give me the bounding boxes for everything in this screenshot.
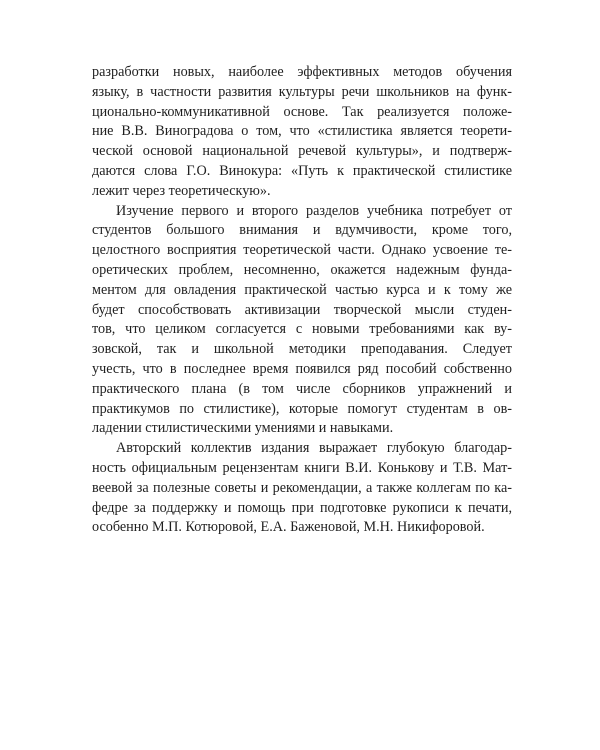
body-text: [92, 63, 512, 538]
text-line: целостного восприятия теоретической части. Однако усвоение те-: [92, 242, 512, 259]
text-line: веевой за полезные советы и рекомендации, а также коллегам по ка-: [92, 479, 512, 496]
text-line: Авторский коллектив издания выражает глубокую благодар-: [116, 440, 512, 457]
text-line: ционально-коммуникативной основе. Так реализуется положе-: [92, 103, 512, 120]
text-line: учесть, что в последнее время появился ряд пособий собственно: [92, 360, 512, 377]
text-line: языку, в частности развития культуры речи школьников на функ-: [92, 83, 512, 100]
text-line: особенно М.П. Котюровой, Е.А. Баженовой, М.Н. Никифоровой.: [92, 519, 485, 536]
text-line: федре за поддержку и помощь при подготовке рукописи к печати,: [92, 499, 512, 516]
text-line: будет способствовать активизации творческой мысли студен-: [92, 301, 512, 318]
text-line: практикумов по стилистике), которые помогут студентам в ов-: [92, 400, 512, 417]
text-line: тов, что целиком согласуется с новыми требованиями как ву-: [92, 321, 512, 338]
paragraph-2: [92, 202, 512, 440]
text-line: оретических проблем, несомненно, окажется надежным фунда-: [92, 261, 512, 278]
text-line: ческой основой национальной речевой культуры», и подтверж-: [92, 143, 512, 160]
paragraph-3: [92, 439, 512, 538]
text-line: лежит через теоретическую».: [92, 182, 271, 199]
text-line: ментом для овладения практической частью курса и к тому же: [92, 281, 512, 298]
text-line: студентов большого внимания и вдумчивости, кроме того,: [92, 222, 512, 239]
text-line: ладении стилистическими умениями и навыками.: [92, 420, 394, 437]
text-line: Изучение первого и второго разделов учебника потребует от: [116, 202, 512, 219]
text-line: ние В.В. Виноградова о том, что «стилистика является теорети-: [92, 123, 512, 140]
paragraph-1: [92, 63, 512, 202]
text-line: даются слова Г.О. Винокура: «Путь к практической стилистике: [92, 162, 512, 179]
text-line: практического плана (в том числе сборников упражнений и: [92, 380, 512, 397]
text-line: разработки новых, наиболее эффективных методов обучения: [92, 64, 512, 80]
text-line: ность официальным рецензентам книги В.И. Конькову и Т.В. Мат-: [92, 459, 512, 476]
text-line: зовской, так и школьной методики преподавания. Следует: [92, 341, 512, 358]
